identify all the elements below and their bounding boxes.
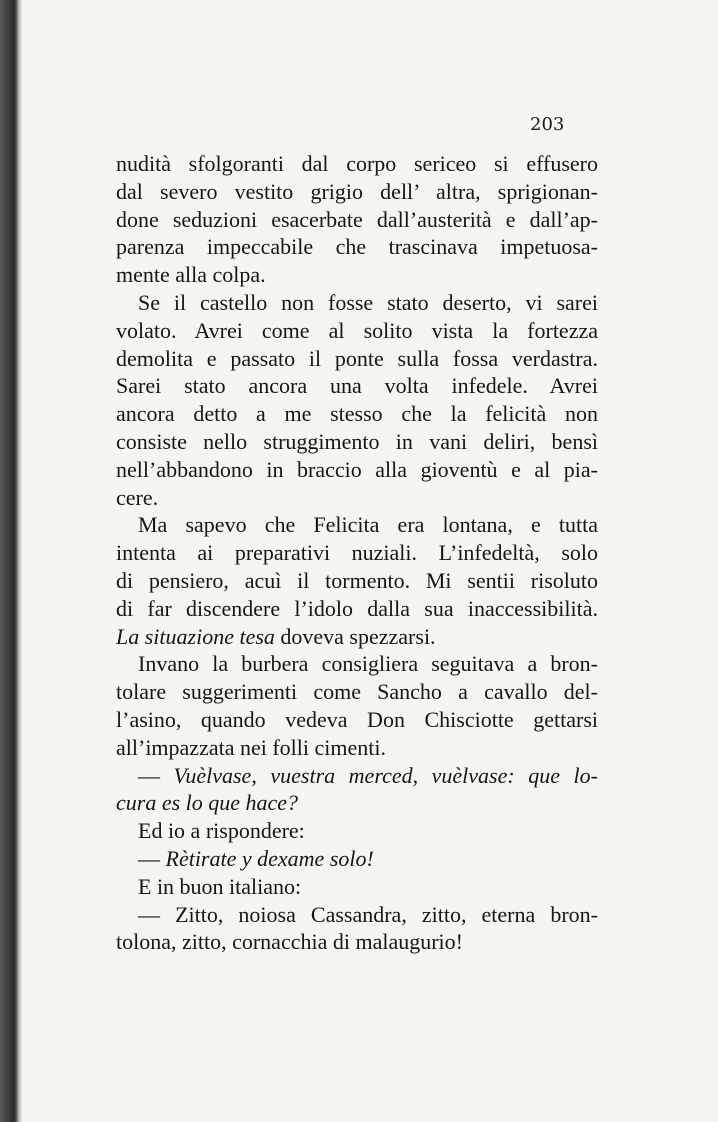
text-line: demolita e passato il ponte sulla fossa verdastra. — [116, 345, 598, 371]
page-number: 203 — [530, 114, 565, 135]
text-line: all’impazzata nei folli cimenti. — [116, 734, 386, 760]
text-line: E in buon italiano: — [138, 873, 302, 899]
text-line: Invano la burbera consigliera seguitava a bron- — [138, 651, 598, 677]
text-line: nell’abbandono in braccio alla gioventù e al pia- — [116, 456, 598, 482]
body-text — [116, 150, 598, 956]
italic-quote: Vuèlvase, vuestra merced, vuèlvase: que lo- — [173, 762, 598, 788]
text-line: cura es lo que hace? — [116, 790, 299, 816]
text-line: done seduzioni esacerbate dall’austerità e dall’ap- — [116, 206, 598, 232]
text-line: intenta ai preparativi nuziali. L’infedeltà, solo — [116, 540, 598, 566]
text-line: cere. — [116, 484, 159, 510]
text-line: consiste nello struggimento in vani deliri, bensì — [116, 428, 598, 454]
book-spine-edge — [0, 0, 22, 1122]
text-line: di pensiero, acuì il tormento. Mi sentii risoluto — [116, 567, 598, 593]
text-line — [116, 845, 598, 873]
text-line: ancora detto a me stesso che la felicità non — [116, 401, 598, 427]
text-line: dal severo vestito grigio dell’ altra, sprigionan- — [116, 178, 598, 204]
text-line — [116, 762, 598, 790]
text-line: Sarei stato ancora una volta infedele. Avrei — [116, 373, 598, 399]
text-line: di far discendere l’idolo dalla sua inaccessibilità. — [116, 595, 598, 621]
text-line: Ed io a rispondere: — [138, 818, 305, 844]
text-line: Se il castello non fosse stato deserto, vi sarei — [138, 289, 598, 315]
text-line: tolare suggerimenti come Sancho a cavallo del- — [116, 679, 598, 705]
text-line: Ma sapevo che Felicita era lontana, e tutta — [138, 512, 598, 538]
text-line: tolona, zitto, cornacchia di malaugurio! — [116, 929, 463, 955]
dash: — — [138, 845, 166, 871]
text-line: nudità sfolgoranti dal corpo sericeo si effusero — [116, 151, 598, 176]
text-fragment: doveva spezzarsi. — [274, 623, 436, 649]
text-line: parenza impeccabile che trascinava impetuosa- — [116, 234, 598, 260]
text-line: volato. Avrei come al solito vista la fortezza — [116, 317, 598, 343]
text-line: mente alla colpa. — [116, 262, 266, 288]
text-line: — Zitto, noiosa Cassandra, zitto, eterna bron- — [138, 901, 598, 927]
text-line: l’asino, quando vedeva Don Chisciotte gettarsi — [116, 706, 598, 732]
italic-phrase: La situazione tesa — [116, 623, 275, 649]
italic-quote: Rètirate y dexame solo! — [165, 845, 374, 871]
dash: — — [138, 762, 174, 788]
text-line — [116, 623, 598, 651]
